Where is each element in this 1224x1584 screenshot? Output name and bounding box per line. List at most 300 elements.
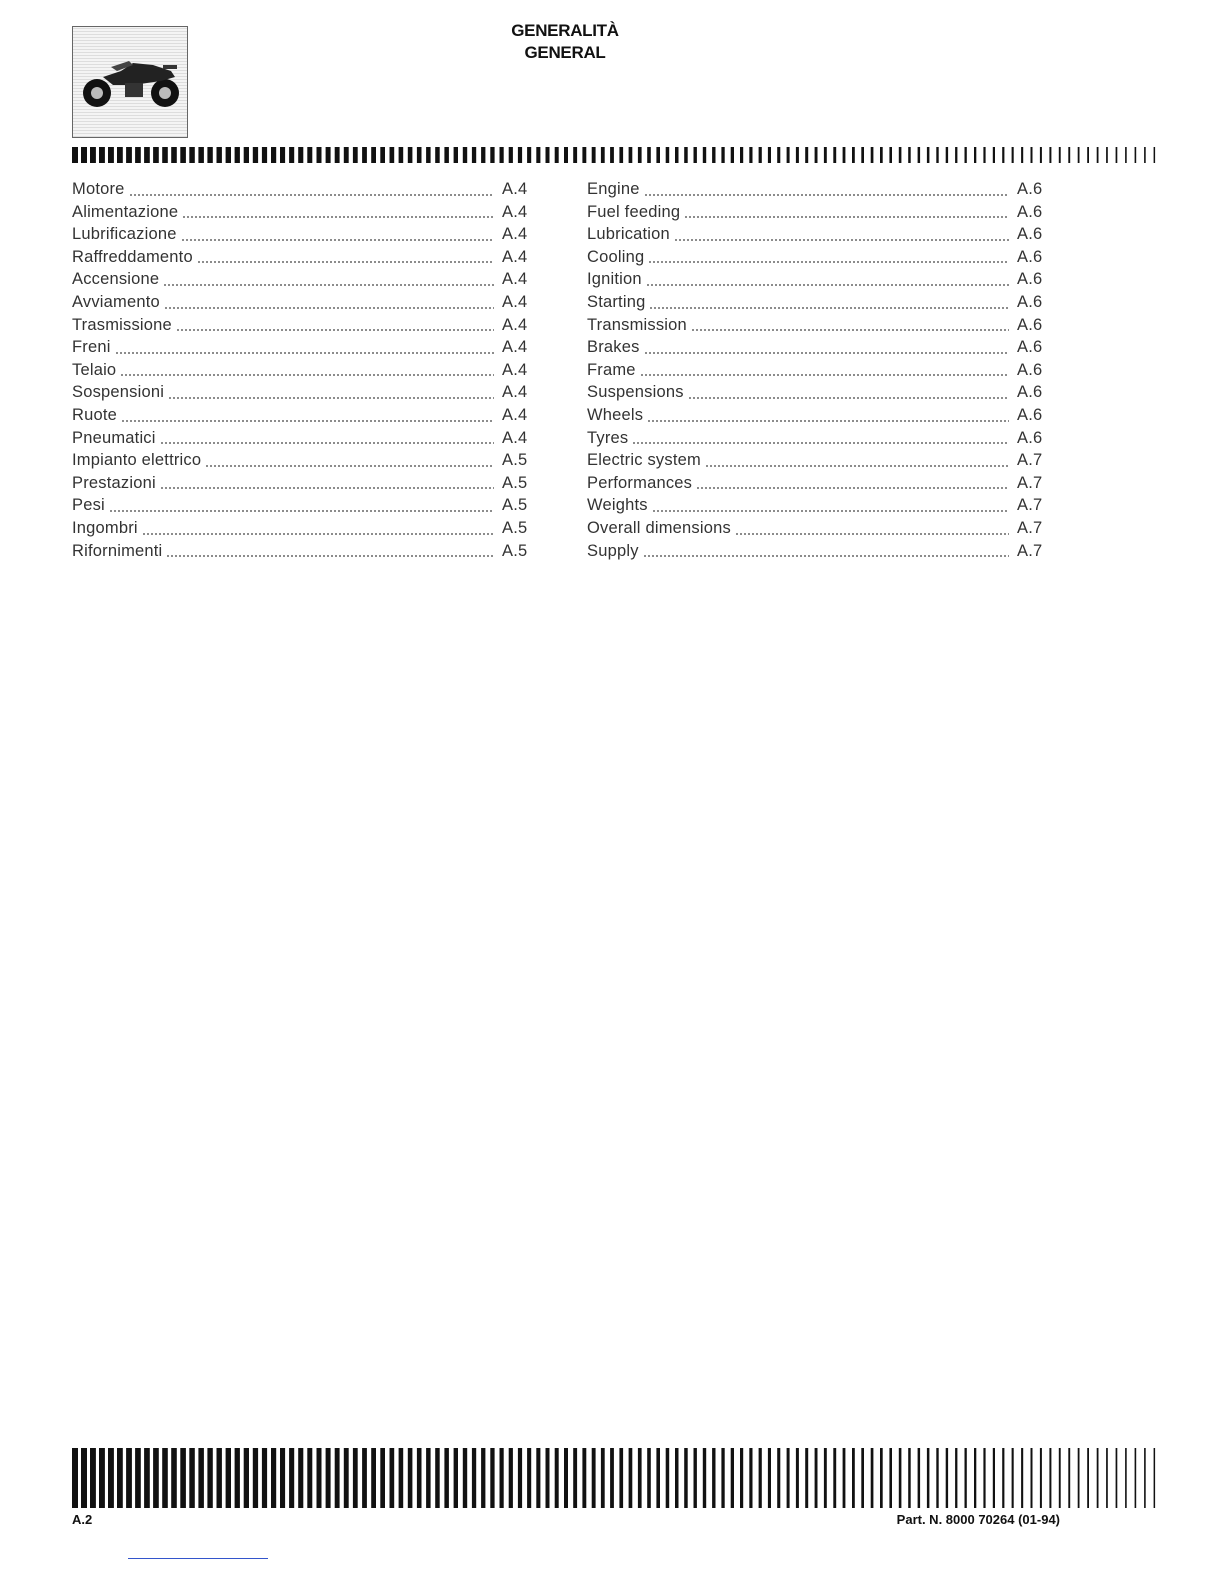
bar-segment <box>362 1448 367 1508</box>
bar-segment <box>317 1448 322 1508</box>
dot-leader <box>674 238 1009 242</box>
bar-segment <box>454 147 458 163</box>
bar-segment <box>1002 147 1004 163</box>
toc-entry <box>587 496 1047 519</box>
bar-segment <box>135 1448 141 1508</box>
bar-segment <box>983 147 985 163</box>
bar-segment <box>582 147 586 163</box>
bar-segment <box>1106 147 1108 163</box>
bar-segment <box>180 1448 186 1508</box>
bar-segment <box>307 147 312 163</box>
bar-segment <box>463 1448 467 1508</box>
toc-entry-label: Tyres <box>587 428 629 447</box>
dot-leader <box>160 441 494 445</box>
bar-segment <box>899 147 902 163</box>
bar-segment <box>815 147 818 163</box>
bar-segment <box>344 1448 349 1508</box>
toc-entry-label: Starting <box>587 292 646 311</box>
toc-entry <box>587 383 1047 406</box>
bar-segment <box>244 1448 249 1508</box>
bar-segment <box>638 147 642 163</box>
bar-segment <box>390 1448 395 1508</box>
toc-entry-page: A.5 <box>502 451 528 470</box>
dot-leader <box>142 532 494 536</box>
toc-entry-label: Suspensions <box>587 383 684 402</box>
bar-segment <box>601 147 605 163</box>
bar-segment <box>908 1448 911 1508</box>
toc-entry-page: A.5 <box>502 518 528 537</box>
toc-entry-label: Fuel feeding <box>587 202 681 221</box>
toc-entry-page: A.4 <box>502 383 528 402</box>
bar-segment <box>490 147 494 163</box>
bar-segment <box>1021 1448 1023 1508</box>
bar-segment <box>72 147 78 163</box>
bar-segment <box>426 1448 431 1508</box>
bar-segment <box>226 147 231 163</box>
bar-segment <box>1135 147 1137 163</box>
toc-entry-label: Weights <box>587 496 648 515</box>
bar-segment <box>675 147 679 163</box>
bar-segment <box>936 147 938 163</box>
dot-leader <box>648 260 1009 264</box>
title-italian: GENERALITÀ <box>511 21 619 40</box>
bar-segment <box>546 147 550 163</box>
bar-segment <box>317 147 322 163</box>
bar-segment <box>162 1448 168 1508</box>
dot-leader <box>644 351 1009 355</box>
bar-segment <box>1135 1448 1137 1508</box>
toc-entry <box>587 451 1047 474</box>
bar-segment <box>108 147 114 163</box>
bar-segment <box>180 147 186 163</box>
bar-segment <box>582 1448 586 1508</box>
bar-segment <box>777 147 780 163</box>
toc-entry-label: Frame <box>587 360 636 379</box>
bar-segment <box>768 147 771 163</box>
dot-leader <box>652 509 1009 513</box>
bar-segment <box>353 147 358 163</box>
dot-leader <box>647 419 1009 423</box>
bar-segment <box>226 1448 231 1508</box>
toc-entry-page: A.5 <box>502 473 528 492</box>
toc-entry-page: A.4 <box>502 247 528 266</box>
bar-segment <box>1040 1448 1042 1508</box>
bar-segment <box>908 147 911 163</box>
bar-segment <box>126 147 132 163</box>
toc-entry-page: A.7 <box>1017 496 1043 515</box>
bar-segment <box>1012 1448 1014 1508</box>
bottom-barcode-strip <box>72 1448 1160 1508</box>
bar-segment <box>731 1448 734 1508</box>
bar-segment <box>1116 1448 1118 1508</box>
bar-segment <box>573 147 577 163</box>
toc-entry-page: A.5 <box>502 496 528 515</box>
toc-entry-label: Pneumatici <box>72 428 156 447</box>
bar-segment <box>289 147 294 163</box>
dot-leader <box>160 486 494 490</box>
bar-segment <box>852 147 855 163</box>
toc-entry <box>587 519 1047 542</box>
bar-segment <box>207 147 212 163</box>
bar-segment <box>573 1448 577 1508</box>
toc-entry-label: Rifornimenti <box>72 541 163 560</box>
toc-entry-label: Brakes <box>587 338 640 357</box>
bar-segment <box>326 1448 331 1508</box>
bar-segment <box>610 147 614 163</box>
bar-segment <box>805 147 808 163</box>
bar-segment <box>871 1448 874 1508</box>
bar-segment <box>712 1448 715 1508</box>
bar-segment <box>99 147 105 163</box>
bar-segment <box>592 1448 596 1508</box>
bar-segment <box>500 147 504 163</box>
toc-entry-label: Transmission <box>587 315 687 334</box>
toc-entry-label: Overall dimensions <box>587 518 731 537</box>
bar-segment <box>927 147 930 163</box>
bar-segment <box>824 1448 827 1508</box>
toc-entry-label: Engine <box>587 180 640 198</box>
bar-segment <box>481 1448 485 1508</box>
bar-segment <box>619 1448 623 1508</box>
bar-segment <box>1021 147 1023 163</box>
dot-leader <box>705 464 1009 468</box>
dot-leader <box>735 532 1009 536</box>
bar-segment <box>371 1448 376 1508</box>
bar-segment <box>629 147 633 163</box>
bar-segment <box>353 1448 358 1508</box>
bar-segment <box>955 147 957 163</box>
bar-segment <box>518 147 522 163</box>
toc-entry-label: Pesi <box>72 496 105 515</box>
bar-segment <box>1040 147 1042 163</box>
bar-segment <box>162 147 168 163</box>
toc-entry <box>587 293 1047 316</box>
toc-entry-page: A.6 <box>1017 315 1043 334</box>
bar-segment <box>244 147 249 163</box>
toc-entry-page: A.6 <box>1017 292 1043 311</box>
toc-entry-label: Freni <box>72 338 111 357</box>
bar-segment <box>490 1448 494 1508</box>
bar-segment <box>1144 147 1146 163</box>
bar-segment <box>731 147 734 163</box>
toc-entry-page: A.6 <box>1017 338 1043 357</box>
bar-segment <box>936 1448 938 1508</box>
toc-entry-label: Lubrication <box>587 225 670 244</box>
toc-entry-label: Lubrificazione <box>72 225 177 244</box>
dot-leader <box>643 554 1009 558</box>
toc-entry <box>587 248 1047 271</box>
dot-leader <box>129 193 494 197</box>
bar-segment <box>675 1448 679 1508</box>
toc-entry <box>587 542 1047 565</box>
bar-segment <box>843 1448 846 1508</box>
bar-segment <box>298 147 303 163</box>
bar-segment <box>371 147 376 163</box>
bar-segment <box>1154 1448 1156 1508</box>
toc-entry <box>587 406 1047 429</box>
dot-leader <box>109 509 494 513</box>
toc-entry <box>72 542 532 565</box>
bar-segment <box>555 147 559 163</box>
toc-entry-label: Sospensioni <box>72 383 165 402</box>
bar-segment <box>144 1448 150 1508</box>
toc-entry-label: Supply <box>587 541 639 560</box>
bar-segment <box>564 1448 568 1508</box>
bar-segment <box>592 147 596 163</box>
bar-segment <box>1125 147 1127 163</box>
bar-segment <box>380 1448 385 1508</box>
bar-segment <box>721 1448 724 1508</box>
bar-segment <box>335 147 340 163</box>
link-underline <box>128 1558 268 1559</box>
bar-segment <box>500 1448 504 1508</box>
bar-segment <box>787 1448 790 1508</box>
bar-segment <box>117 147 123 163</box>
toc-entry <box>587 474 1047 497</box>
toc-entry <box>72 270 532 293</box>
toc-entry-page: A.6 <box>1017 225 1043 244</box>
toc-entry <box>72 225 532 248</box>
toc-entry-label: Trasmissione <box>72 315 172 334</box>
dot-leader <box>632 441 1009 445</box>
toc-entry-label: Telaio <box>72 360 117 379</box>
toc-entry-label: Wheels <box>587 405 644 424</box>
dot-leader <box>120 373 494 377</box>
bar-segment <box>1012 147 1014 163</box>
bar-segment <box>1144 1448 1146 1508</box>
bar-segment <box>117 1448 123 1508</box>
bar-segment <box>555 1448 559 1508</box>
bar-segment <box>536 147 540 163</box>
motorcycle-icon <box>73 27 187 137</box>
bar-segment <box>235 147 240 163</box>
bar-segment <box>610 1448 614 1508</box>
toc-entry <box>72 203 532 226</box>
bar-segment <box>253 147 258 163</box>
bar-segment <box>1049 147 1051 163</box>
bar-segment <box>307 1448 312 1508</box>
bar-segment <box>472 147 476 163</box>
bar-segment <box>253 1448 258 1508</box>
toc-entry <box>72 180 532 203</box>
bar-segment <box>435 1448 440 1508</box>
toc-entry-page: A.4 <box>502 202 528 221</box>
dot-leader <box>640 373 1009 377</box>
bar-segment <box>694 1448 697 1508</box>
bar-segment <box>399 1448 404 1508</box>
bar-segment <box>787 147 790 163</box>
bar-segment <box>647 147 651 163</box>
bar-segment <box>899 1448 902 1508</box>
bar-segment <box>927 1448 930 1508</box>
title-english: GENERAL <box>524 43 606 62</box>
bar-segment <box>843 147 846 163</box>
bar-segment <box>444 147 449 163</box>
toc-entry-page: A.4 <box>502 292 528 311</box>
toc-entry <box>587 270 1047 293</box>
dot-leader <box>197 260 494 264</box>
bar-segment <box>326 147 331 163</box>
bar-segment <box>280 147 285 163</box>
bar-segment <box>1116 147 1118 163</box>
bar-segment <box>1031 147 1033 163</box>
bar-segment <box>390 147 395 163</box>
bar-segment <box>889 147 892 163</box>
bar-segment <box>759 1448 762 1508</box>
toc-entry-label: Prestazioni <box>72 473 156 492</box>
bar-segment <box>108 1448 114 1508</box>
toc-entry-label: Performances <box>587 473 693 492</box>
bar-segment <box>993 147 995 163</box>
bar-segment <box>344 147 349 163</box>
bar-segment <box>1154 147 1156 163</box>
toc-entry <box>587 361 1047 384</box>
page-header <box>460 20 670 64</box>
toc-entry-label: Motore <box>72 180 125 198</box>
toc-entry-label: Accensione <box>72 270 160 289</box>
toc-entry-label: Ruote <box>72 405 118 424</box>
toc-entry-page: A.7 <box>1017 541 1043 560</box>
bar-segment <box>280 1448 285 1508</box>
toc-entry <box>587 225 1047 248</box>
dot-leader <box>164 306 494 310</box>
dot-leader <box>182 215 494 219</box>
bar-segment <box>135 147 141 163</box>
dot-leader <box>121 419 494 423</box>
bar-segment <box>638 1448 642 1508</box>
bar-segment <box>777 1448 780 1508</box>
bar-segment <box>198 147 204 163</box>
toc-entry-page: A.4 <box>502 360 528 379</box>
bar-segment <box>1097 1448 1099 1508</box>
toc-entry-page: A.7 <box>1017 451 1043 470</box>
bar-segment <box>1125 1448 1127 1508</box>
page-number: A.2 <box>72 1512 93 1527</box>
bar-segment <box>1087 147 1089 163</box>
toc-entry <box>72 474 532 497</box>
section-logo <box>72 26 188 138</box>
part-number: Part. N. 8000 70264 (01-94) <box>896 1512 1060 1527</box>
bar-segment <box>1031 1448 1033 1508</box>
toc-entry-label: Avviamento <box>72 292 160 311</box>
toc-entry-page: A.6 <box>1017 360 1043 379</box>
toc-entry <box>72 293 532 316</box>
bar-segment <box>189 1448 195 1508</box>
bar-segment <box>749 147 752 163</box>
bar-segment <box>721 147 724 163</box>
bar-segment <box>90 147 96 163</box>
bar-segment <box>518 1448 522 1508</box>
bar-segment <box>993 1448 995 1508</box>
toc-entry-page: A.6 <box>1017 383 1043 402</box>
dot-leader <box>691 328 1009 332</box>
bar-segment <box>1002 1448 1004 1508</box>
bar-segment <box>946 147 948 163</box>
bar-segment <box>1068 1448 1070 1508</box>
dot-leader <box>176 328 494 332</box>
bar-segment <box>399 147 404 163</box>
bar-segment <box>546 1448 550 1508</box>
bar-segment <box>527 1448 531 1508</box>
bar-segment <box>656 1448 660 1508</box>
toc-entry <box>587 180 1047 203</box>
bar-segment <box>656 147 660 163</box>
toc-entry-page: A.4 <box>502 338 528 357</box>
dot-leader <box>649 306 1009 310</box>
toc-entry-page: A.6 <box>1017 428 1043 447</box>
toc-entry-label: Alimentazione <box>72 202 179 221</box>
dot-leader <box>696 486 1009 490</box>
dot-leader <box>166 554 494 558</box>
toc-entry-label: Ignition <box>587 270 642 289</box>
bar-segment <box>712 147 715 163</box>
bar-segment <box>965 147 967 163</box>
bar-segment <box>298 1448 303 1508</box>
bar-segment <box>974 147 976 163</box>
toc-entry <box>72 406 532 429</box>
bar-segment <box>463 147 467 163</box>
bar-segment <box>207 1448 212 1508</box>
bar-segment <box>805 1448 808 1508</box>
toc-entry <box>72 383 532 406</box>
toc-entry <box>72 338 532 361</box>
bar-segment <box>1059 147 1061 163</box>
bar-segment <box>880 1448 883 1508</box>
toc-entry-page: A.4 <box>502 225 528 244</box>
dot-leader <box>115 351 494 355</box>
bar-segment <box>852 1448 855 1508</box>
toc-entry-page: A.6 <box>1017 202 1043 221</box>
bar-segment <box>768 1448 771 1508</box>
bar-segment <box>1078 147 1080 163</box>
bar-segment <box>889 1448 892 1508</box>
bar-segment <box>647 1448 651 1508</box>
toc-italian <box>72 180 532 564</box>
bar-segment <box>1078 1448 1080 1508</box>
bar-segment <box>666 1448 670 1508</box>
bar-segment <box>955 1448 957 1508</box>
bar-segment <box>262 1448 267 1508</box>
dot-leader <box>684 215 1009 219</box>
toc-entry <box>587 338 1047 361</box>
bar-segment <box>918 147 921 163</box>
toc-entry-page: A.4 <box>502 180 528 198</box>
bar-segment <box>601 1448 605 1508</box>
bar-segment <box>684 147 688 163</box>
toc-entry-page: A.5 <box>502 541 528 560</box>
bar-segment <box>815 1448 818 1508</box>
bar-segment <box>619 147 623 163</box>
toc-entry <box>72 496 532 519</box>
toc-entry-page: A.4 <box>502 405 528 424</box>
bar-segment <box>1068 147 1070 163</box>
bar-segment <box>144 147 150 163</box>
bar-segment <box>880 147 883 163</box>
bar-segment <box>417 1448 422 1508</box>
bar-segment <box>198 1448 204 1508</box>
bar-segment <box>126 1448 132 1508</box>
toc-english <box>587 180 1047 564</box>
bar-segment <box>262 147 267 163</box>
bar-segment <box>861 147 864 163</box>
bar-segment <box>918 1448 921 1508</box>
toc-entry-page: A.7 <box>1017 518 1043 537</box>
toc-entry <box>72 451 532 474</box>
bar-segment <box>666 147 670 163</box>
bar-segment <box>426 147 431 163</box>
toc-entry-page: A.6 <box>1017 180 1043 198</box>
bar-segment <box>564 147 568 163</box>
